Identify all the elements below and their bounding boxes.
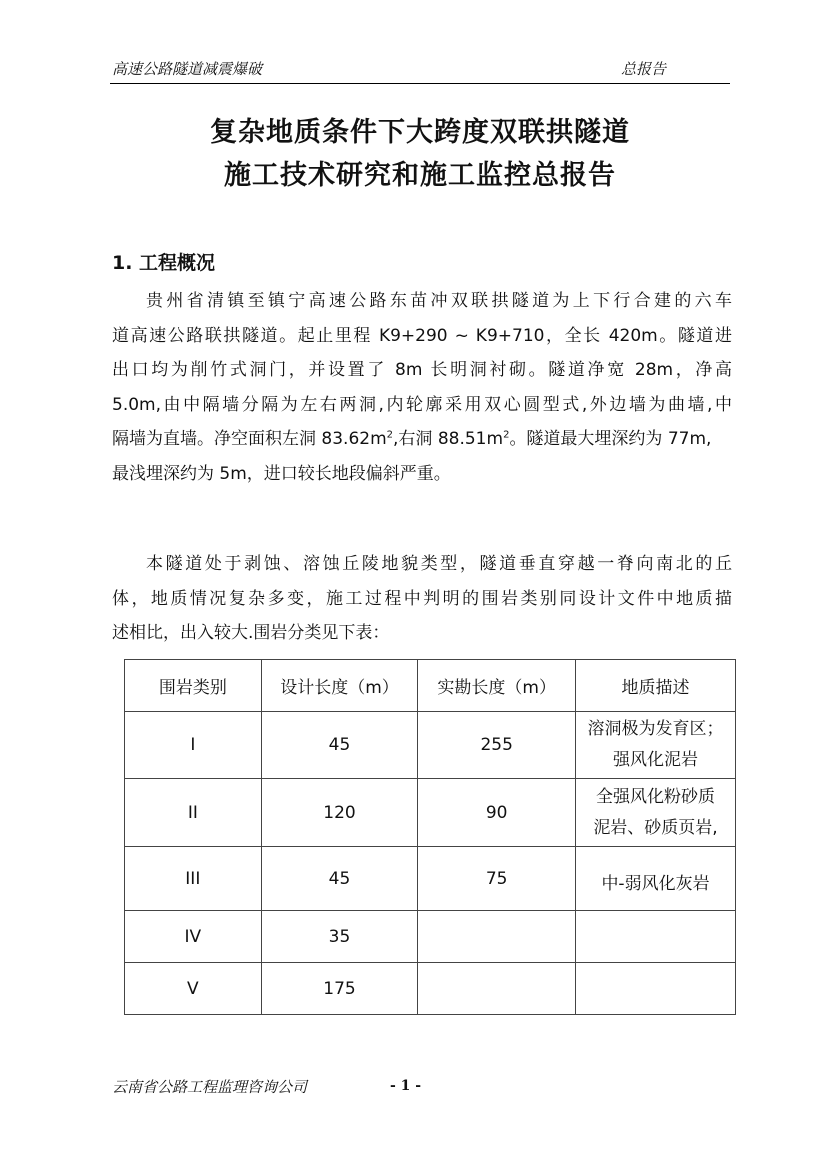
text-run: 。隧道最大埋深约为 77m, [509,429,712,449]
paragraph-line: 本隧道处于剥蚀、溶蚀丘陵地貌类型，隧道垂直穿越一脊向南北的丘 [146,554,732,574]
column-header: 地质描述 [576,660,736,712]
table-row [125,847,736,911]
table-cell: 90 [418,779,576,847]
paragraph-line: 体，地质情况复杂多变，施工过程中判明的围岩类别同设计文件中地质描 [112,588,732,609]
table-cell [576,963,736,1015]
table-cell: 45 [261,712,418,779]
table-row [125,779,736,847]
header-right-text: 总报告 [621,60,667,78]
footer-company: 云南省公路工程监理咨询公司 [112,1078,308,1096]
paragraph-line: 5.0m,由中隔墙分隔为左右两洞,内轮廓采用双心圆型式,外边墙为曲墙,中 [112,394,732,415]
table-cell [418,963,576,1015]
table-cell [576,911,736,963]
table-cell [418,911,576,963]
table-row [125,911,736,963]
table-cell [576,779,736,847]
table-cell: 175 [261,963,418,1015]
document-title-line2: 施工技术研究和施工监控总报告 [224,160,616,191]
section-heading: 1. 工程概况 [112,252,216,274]
table-cell: III [125,847,262,911]
text-run: ,右洞 88.51m [393,429,504,449]
table-row [125,963,736,1015]
header-rule [110,83,730,84]
paragraph-line: 贵州省清镇至镇宁高速公路东苗冲双联拱隧道为上下行合建的六车 [146,291,732,311]
desc-line: 强风化泥岩 [613,750,699,770]
table-cell: 45 [261,847,418,911]
desc-line: 全强风化粉砂质 [596,786,716,807]
paragraph-overview [112,284,732,491]
table-cell [576,712,736,779]
header-left-text: 高速公路隧道减震爆破 [112,60,263,78]
paragraph-line: 最浅埋深约为 5m，进口较长地段偏斜严重。 [112,463,451,484]
text-run: 隔墙为直墙。净空面积左洞 83.62m [112,429,387,449]
table-row [125,712,736,779]
table-cell: V [125,963,262,1015]
desc-line: 溶洞极为发育区； [587,719,724,739]
rock-classification-table [124,659,736,1015]
table-cell: 35 [261,911,418,963]
table-cell: 255 [418,712,576,779]
document-title-line1: 复杂地质条件下大跨度双联拱隧道 [210,117,630,148]
page-number: - 1 - [390,1078,422,1094]
paragraph-line [112,422,732,457]
paragraph-geology [112,547,732,651]
table-cell: 75 [418,847,576,911]
desc-line: 泥岩、砂质页岩, [593,817,718,838]
column-header: 围岩类别 [125,660,262,712]
column-header: 实勘长度（m） [418,660,576,712]
column-header: 设计长度（m） [261,660,418,712]
paragraph-line: 出口均为削竹式洞门，并设置了 8m 长明洞衬砌。隧道净宽 28m，净高 [112,360,732,380]
paragraph-line: 道高速公路联拱隧道。起止里程 K9+290 ~ K9+710，全长 420m。隧道进 [112,325,732,346]
table-cell: I [125,712,262,779]
paragraph-line: 述相比，出入较大.围岩分类见下表： [112,623,390,643]
desc-line: 中-弱风化灰岩 [601,874,710,894]
table-header-row [125,660,736,712]
superscript: 2 [386,429,394,441]
table-cell: 120 [261,779,418,847]
table-cell [576,847,736,911]
superscript: 2 [503,429,510,441]
table-cell: IV [125,911,262,963]
table-cell: II [125,779,262,847]
